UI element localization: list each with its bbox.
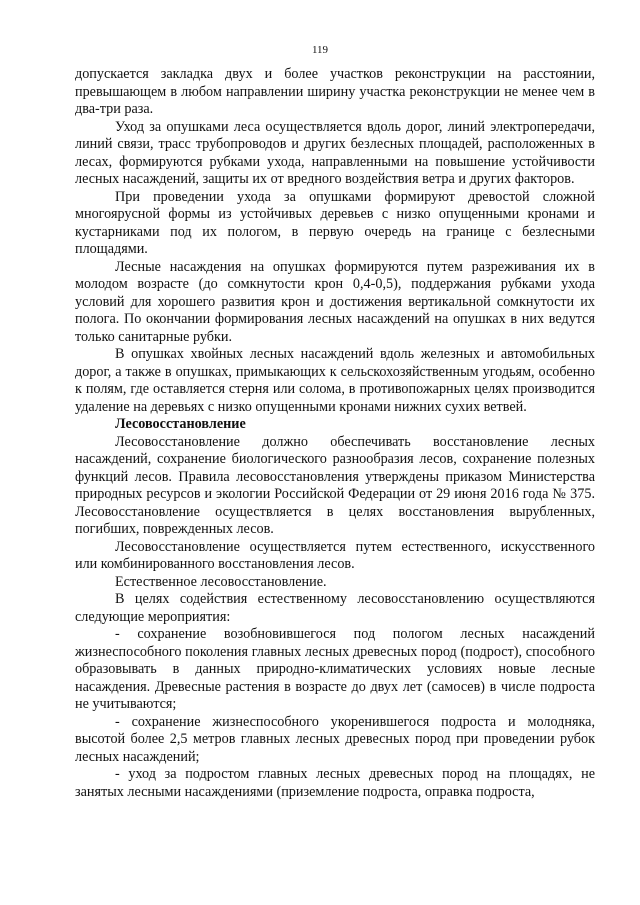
paragraph-edge-care: Уход за опушками леса осуществляется вдоль дорог, линий электропередачи, линий связи, трасс трубопроводов и других безлесных площадей, расположенных в лесах, формируются рубками ухода, направленными на повышение устойчивости лесных насаждений, защиты их от вредного воздействия ветра и других факторов. <box>75 118 595 187</box>
list-item: - сохранение жизнеспособного укоренившегося подроста и молодняка, высотой более 2,5 метров главных лесных древесных пород при проведении рубок лесных насаждений; <box>75 713 595 765</box>
page-body <box>75 66 595 801</box>
section-heading: Лесовосстановление <box>115 416 246 432</box>
list-item: - сохранение возобновившегося под пологом лесных насаждений жизнеспособного поколения главных лесных древесных пород (подрост), способного образовывать в данных природно-климатических условиях новые лесные насаждения. Древесные растения в возрасте до двух лет (самосев) в числе подроста не учитываются; <box>75 626 595 712</box>
paragraph-continuation: допускается закладка двух и более участков реконструкции на расстоянии, превышающем в любом направлении ширину участка реконструкции не менее чем в два-три раза. <box>75 66 595 117</box>
paragraph-measures-intro: В целях содействия естественному лесовосстановлению осуществляются следующие мероприятия: <box>75 591 595 625</box>
paragraph-stand-formation: При проведении ухода за опушками формируют древостой сложной многоярусной формы из устойчивых деревьев с низко опущенными кронами и кустарниками под их пологом, в первую очередь на границе с безлесными площадями. <box>75 188 595 257</box>
list-item: - уход за подростом главных лесных древесных пород на площадях, не занятых лесными насаждениями (приземление подроста, оправка подроста, <box>75 766 595 800</box>
page-number: 119 <box>311 44 329 56</box>
paragraph-reforestation-methods: Лесовосстановление осуществляется путем естественного, искусственного или комбинированного восстановления лесов. <box>75 538 595 572</box>
paragraph-fire-prevention: В опушках хвойных лесных насаждений вдоль железных и автомобильных дорог, а также в опушках, примыкающих к сельскохозяйственным угодьям, особенно к полям, где оставляется стерня или солома, в противопожарных целях производится удаление на деревьях с низко опущенными кронами нижних сухих ветвей. <box>75 346 595 415</box>
paragraph-edge-thinning: Лесные насаждения на опушках формируются путем разреживания их в молодом возрасте (до сомкнутости крон 0,4-0,5), поддержания рубками ухода условий для хорошего развития крон и достижения вертикальной сомкнутости их полога. По окончании формирования лесных насаждений на опушках в них ведутся только санитарные рубки. <box>75 258 595 345</box>
paragraph-reforestation-rules: Лесовосстановление должно обеспечивать восстановление лесных насаждений, сохранение биологического разнообразия лесов, сохранение полезных функций лесов. Правила лесовосстановления утверждены приказом Министерства природных ресурсов и экологии Российской Федерации от 29 июня 2016 года № 375. Лесовосстановление осуществляется в целях восстановления вырубленных, погибших, поврежденных лесов. <box>75 433 595 537</box>
paragraph-natural-reforestation: Естественное лесовосстановление. <box>115 573 327 590</box>
